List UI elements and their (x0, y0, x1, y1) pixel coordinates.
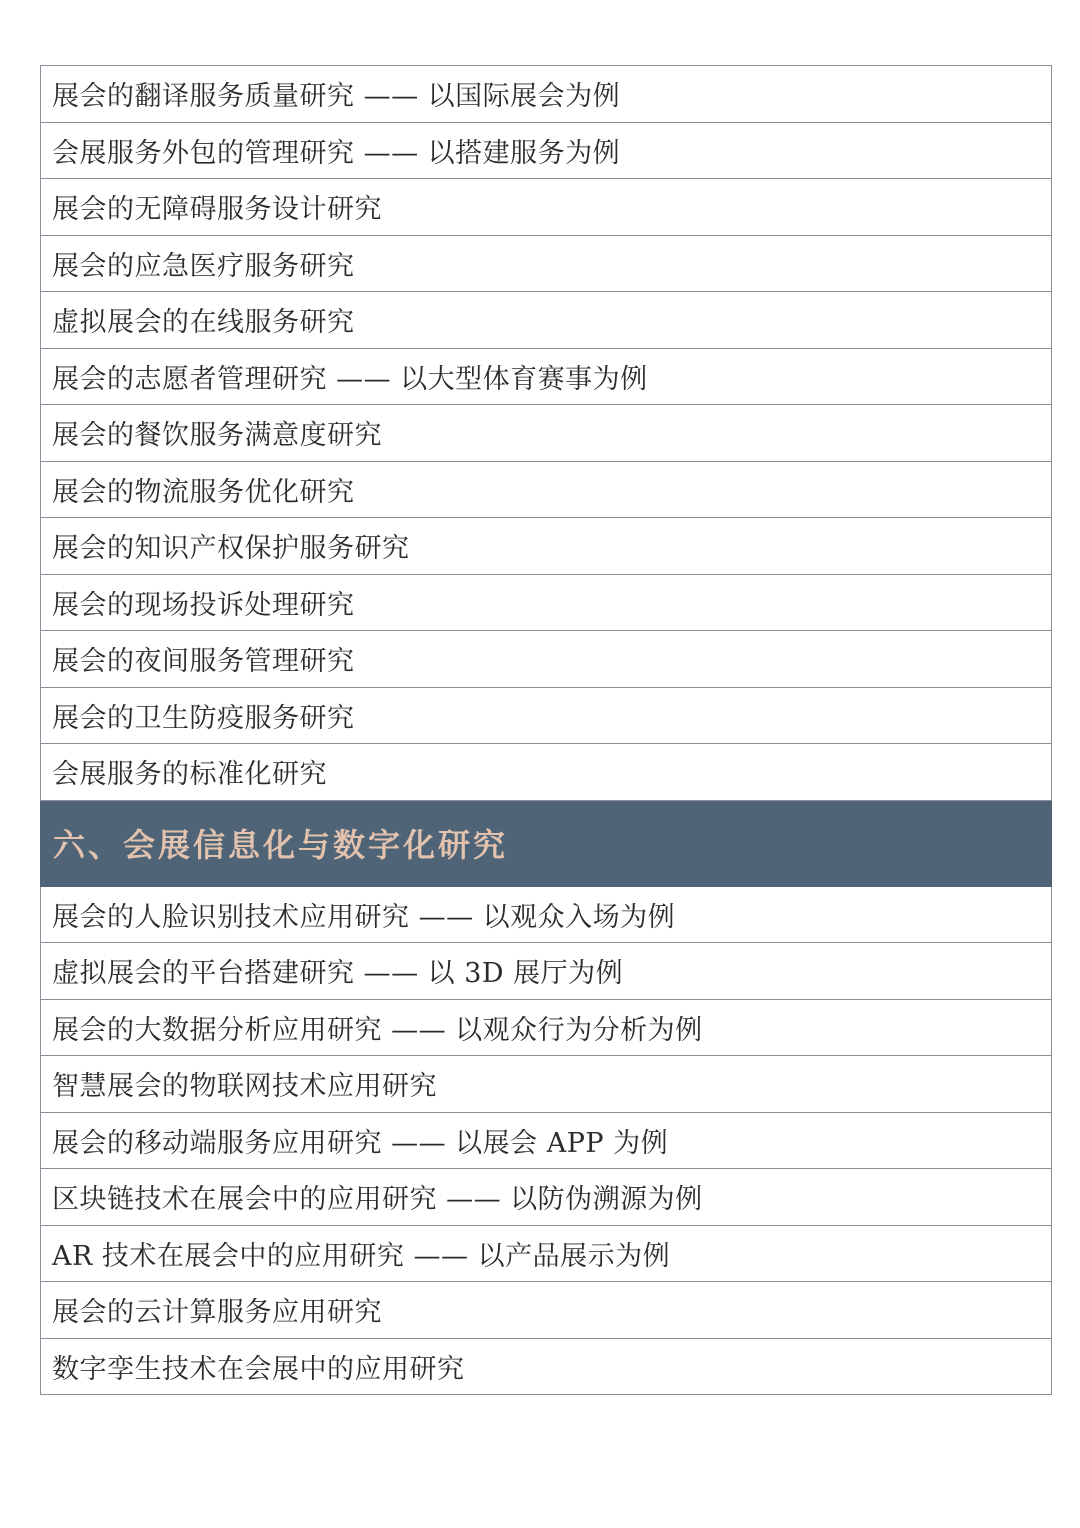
topic-cell: 展会的应急医疗服务研究 (41, 235, 1052, 292)
section-heading: 六、会展信息化与数字化研究 (41, 800, 1052, 886)
topic-cell: 展会的知识产权保护服务研究 (41, 518, 1052, 575)
table-row (41, 122, 1052, 179)
topic-cell: 智慧展会的物联网技术应用研究 (41, 1056, 1052, 1113)
topic-cell: 展会的卫生防疫服务研究 (41, 687, 1052, 744)
topic-cell: 展会的移动端服务应用研究 —— 以展会 APP 为例 (41, 1112, 1052, 1169)
table-row (41, 348, 1052, 405)
table-row (41, 1169, 1052, 1226)
section-heading-row (41, 800, 1052, 886)
table-row (41, 744, 1052, 801)
table-row (41, 1112, 1052, 1169)
table-row (41, 574, 1052, 631)
topic-cell: 数字孪生技术在会展中的应用研究 (41, 1338, 1052, 1395)
table-row (41, 886, 1052, 943)
topic-cell: 展会的物流服务优化研究 (41, 461, 1052, 518)
table-row (41, 943, 1052, 1000)
topic-cell: 展会的志愿者管理研究 —— 以大型体育赛事为例 (41, 348, 1052, 405)
topic-cell: 会展服务的标准化研究 (41, 744, 1052, 801)
topic-cell: 展会的餐饮服务满意度研究 (41, 405, 1052, 462)
topic-cell: 展会的无障碍服务设计研究 (41, 179, 1052, 236)
table-row (41, 179, 1052, 236)
topic-cell: 虚拟展会的在线服务研究 (41, 292, 1052, 349)
topic-cell: 展会的现场投诉处理研究 (41, 574, 1052, 631)
topic-table (40, 65, 1052, 1395)
table-row (41, 631, 1052, 688)
topic-cell: 展会的人脸识别技术应用研究 —— 以观众入场为例 (41, 886, 1052, 943)
topic-cell: 展会的大数据分析应用研究 —— 以观众行为分析为例 (41, 999, 1052, 1056)
table-row (41, 292, 1052, 349)
table-row (41, 518, 1052, 575)
table-row (41, 235, 1052, 292)
table-row (41, 1225, 1052, 1282)
table-row (41, 1338, 1052, 1395)
table-row (41, 66, 1052, 123)
topic-cell: 展会的夜间服务管理研究 (41, 631, 1052, 688)
topic-cell: 展会的云计算服务应用研究 (41, 1282, 1052, 1339)
table-row (41, 1282, 1052, 1339)
table-row (41, 1056, 1052, 1113)
topic-cell: AR 技术在展会中的应用研究 —— 以产品展示为例 (41, 1225, 1052, 1282)
topic-cell: 会展服务外包的管理研究 —— 以搭建服务为例 (41, 122, 1052, 179)
table-row (41, 461, 1052, 518)
table-row (41, 999, 1052, 1056)
topic-cell: 区块链技术在展会中的应用研究 —— 以防伪溯源为例 (41, 1169, 1052, 1226)
topic-cell: 展会的翻译服务质量研究 —— 以国际展会为例 (41, 66, 1052, 123)
topic-cell: 虚拟展会的平台搭建研究 —— 以 3D 展厅为例 (41, 943, 1052, 1000)
table-row (41, 405, 1052, 462)
table-row (41, 687, 1052, 744)
